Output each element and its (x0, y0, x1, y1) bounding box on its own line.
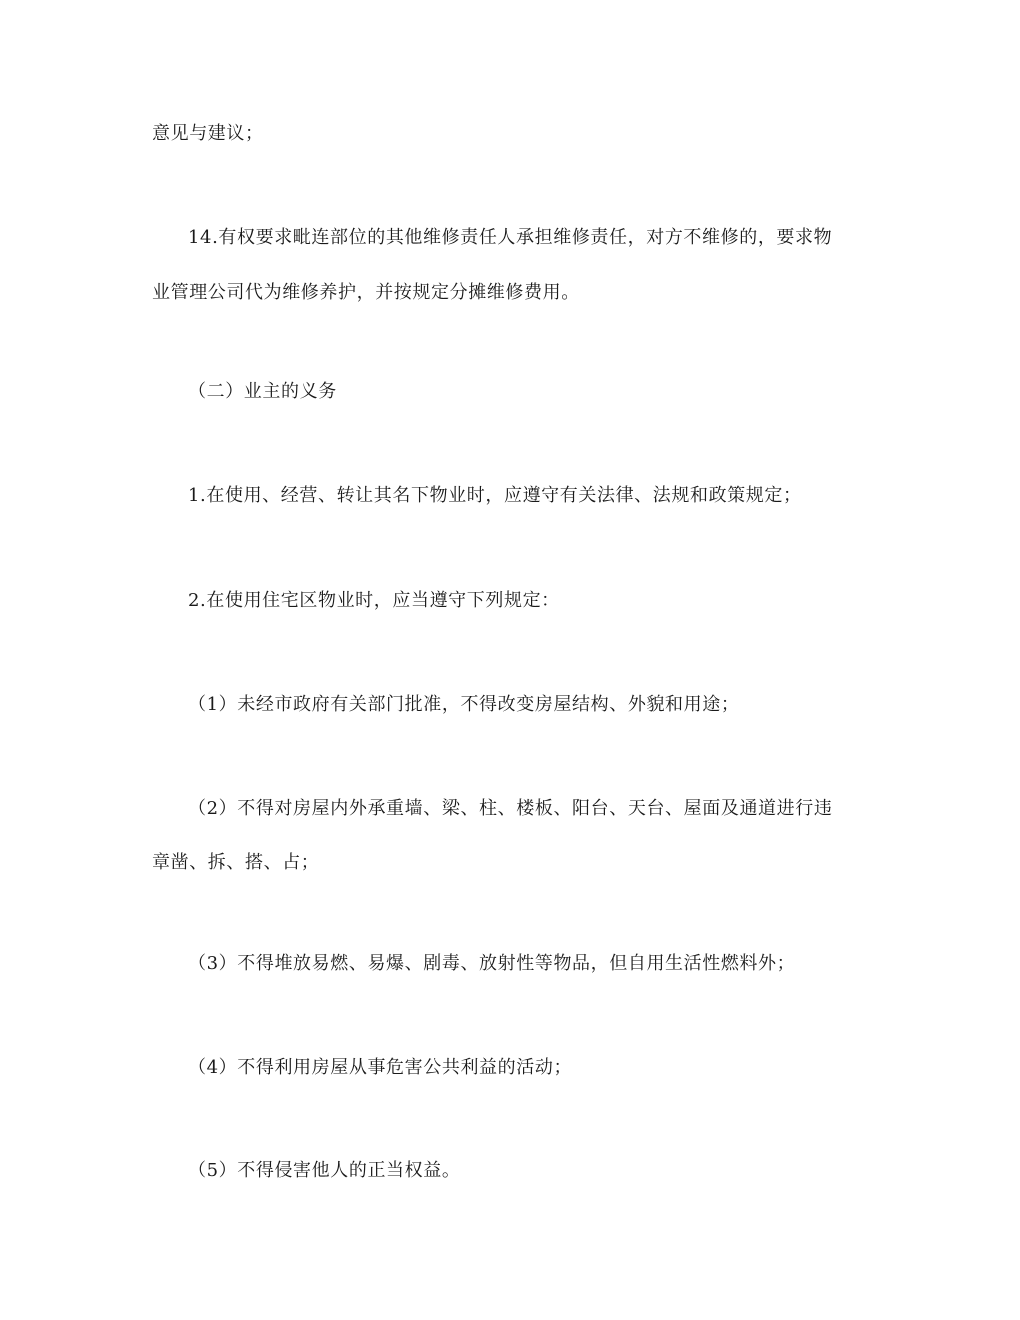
list-item: （3）不得堆放易燃、易爆、剧毒、放射性等物品，但自用生活性燃料外； (188, 953, 796, 974)
list-item: （2）不得对房屋内外承重墙、梁、柱、楼板、阳台、天台、屋面及通道进行违 (188, 798, 833, 819)
paragraph-line: 14.有权要求毗连部位的其他维修责任人承担维修责任，对方不维修的，要求物 (188, 227, 833, 248)
list-item: （1）未经市政府有关部门批准，不得改变房屋结构、外貌和用途； (188, 694, 740, 715)
paragraph-line: 意见与建议； (152, 123, 264, 144)
list-item: （4）不得利用房屋从事危害公共利益的活动； (188, 1057, 573, 1078)
paragraph-line: 业管理公司代为维修养护，并按规定分摊维修费用。 (152, 282, 580, 303)
section-heading: （二）业主的义务 (188, 381, 337, 402)
list-item: （5）不得侵害他人的正当权益。 (188, 1160, 461, 1181)
paragraph-line: 1.在使用、经营、转让其名下物业时，应遵守有关法律、法规和政策规定； (188, 485, 802, 506)
paragraph-line: 2.在使用住宅区物业时，应当遵守下列规定： (188, 590, 560, 611)
list-item-continuation: 章凿、拆、搭、占； (152, 852, 320, 873)
